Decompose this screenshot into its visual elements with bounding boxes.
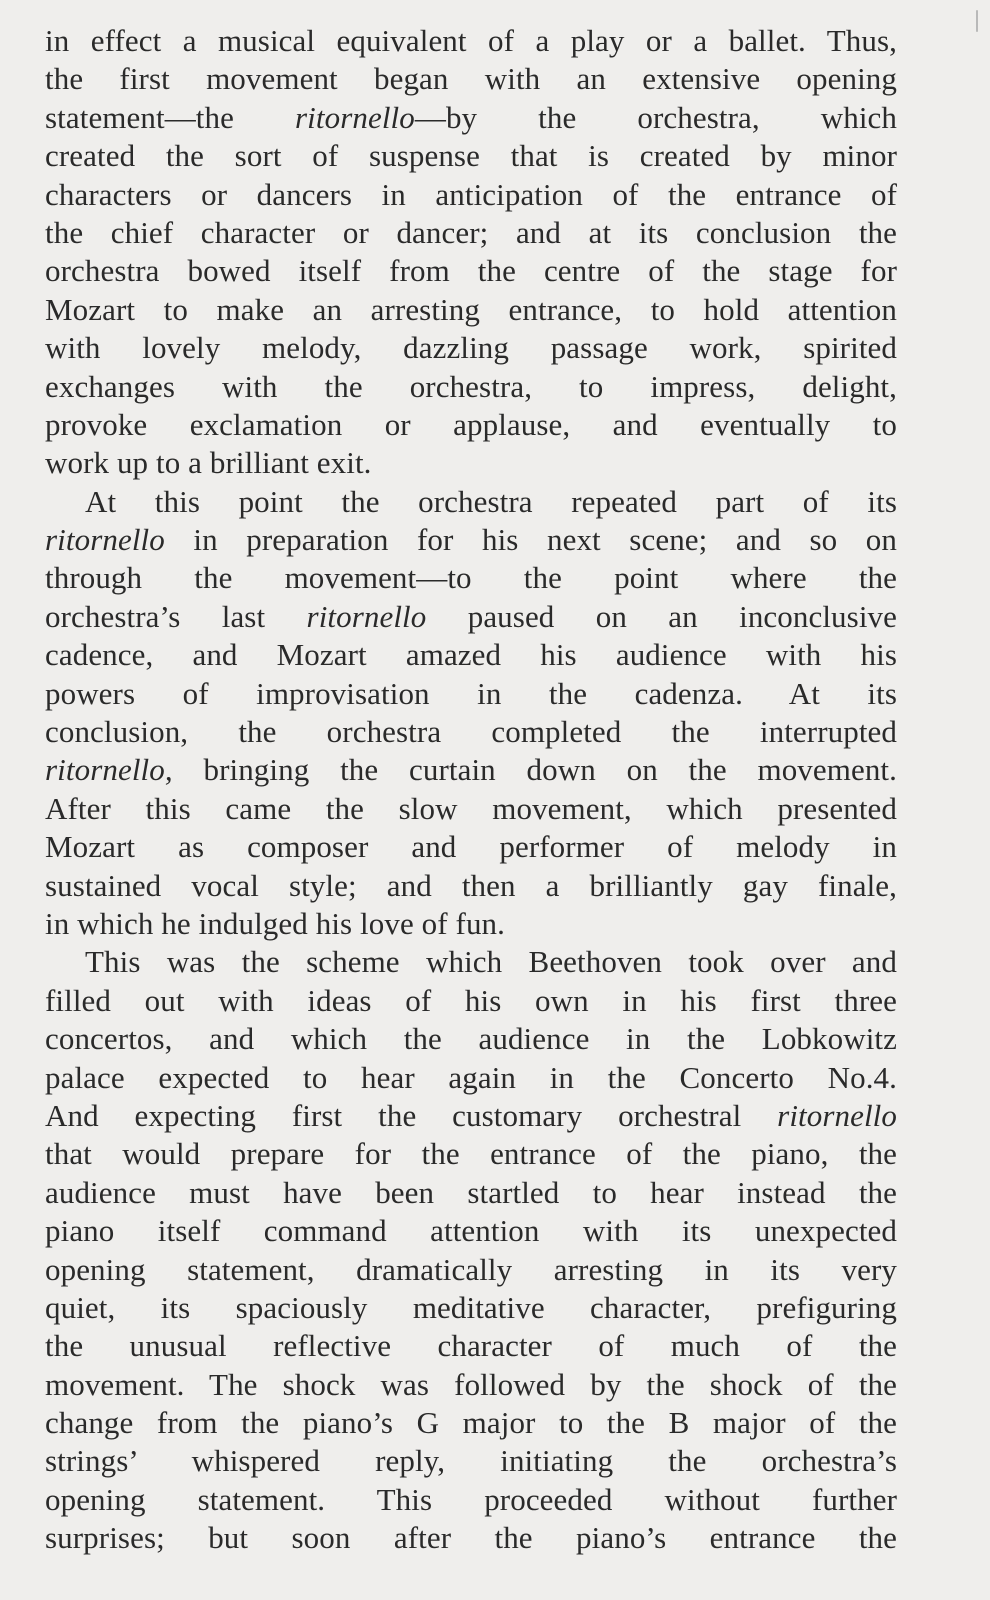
text-run: strings’ whispered reply, initiating the orchestra’s	[45, 1443, 897, 1479]
text-line	[45, 176, 897, 214]
text-line	[45, 1366, 897, 1404]
text-run: exchanges with the orchestra, to impress, delight,	[45, 368, 897, 404]
text-line	[45, 1059, 897, 1097]
body-text	[45, 22, 897, 1558]
text-run: filled out with ideas of his own in his first three	[45, 982, 897, 1018]
text-run: Mozart to make an arresting entrance, to hold attention	[45, 291, 897, 327]
text-run: in effect a musical equivalent of a play or a ballet. Thus,	[45, 23, 897, 58]
text-line	[45, 483, 897, 521]
text-line	[45, 828, 897, 866]
text-run: in preparation for his next scene; and so on	[164, 522, 897, 558]
text-run: the unusual reflective character of much of the	[45, 1328, 897, 1364]
text-line	[45, 521, 897, 559]
text-line	[45, 1174, 897, 1212]
text-line	[45, 1212, 897, 1250]
text-line	[45, 252, 897, 290]
text-run: that would prepare for the entrance of the piano, the	[45, 1136, 897, 1172]
text-line	[45, 1289, 897, 1327]
text-line	[45, 137, 897, 175]
text-run: After this came the slow movement, which presented	[45, 790, 897, 826]
text-line	[45, 636, 897, 674]
text-line	[45, 1481, 897, 1519]
text-line	[45, 559, 897, 597]
text-line	[45, 444, 897, 482]
text-line	[45, 1097, 897, 1135]
text-run: This was the scheme which Beethoven took over and	[85, 944, 897, 980]
text-line	[45, 751, 897, 789]
text-line	[45, 22, 897, 60]
text-line	[45, 675, 897, 713]
italic-term: ritornello	[306, 598, 427, 634]
text-run: the chief character or dancer; and at its conclusion the	[45, 214, 897, 250]
text-line	[45, 982, 897, 1020]
text-run: cadence, and Mozart amazed his audience with his	[45, 637, 897, 673]
text-line	[45, 867, 897, 905]
text-run: with lovely melody, dazzling passage work, spirited	[45, 330, 897, 366]
text-line	[45, 1020, 897, 1058]
text-run: palace expected to hear again in the Concerto No.4.	[45, 1059, 897, 1095]
paragraph	[45, 483, 897, 944]
text-run: powers of improvisation in the cadenza. At its	[45, 675, 897, 711]
text-line	[45, 214, 897, 252]
text-run: provoke exclamation or applause, and eventually to	[45, 406, 897, 442]
text-run: the first movement began with an extensive opening	[45, 61, 897, 97]
text-run: quiet, its spaciously meditative character, prefiguring	[45, 1289, 897, 1325]
text-run: orchestra bowed itself from the centre of the stage for	[45, 253, 897, 289]
text-run: movement. The shock was followed by the shock of the	[45, 1366, 897, 1402]
text-line	[45, 790, 897, 828]
italic-term: ritornello	[777, 1097, 897, 1133]
text-run: work up to a brilliant exit.	[45, 445, 372, 481]
text-run: bringing the curtain down on the movement.	[172, 752, 897, 788]
text-line	[45, 1519, 897, 1557]
text-line	[45, 598, 897, 636]
text-line	[45, 1135, 897, 1173]
text-run: through the movement—to the point where the	[45, 560, 897, 596]
text-line	[45, 1327, 897, 1365]
text-run: piano itself command attention with its unexpected	[45, 1213, 897, 1249]
italic-term: ritornello,	[45, 752, 173, 788]
text-line	[45, 1404, 897, 1442]
text-run: Mozart as composer and performer of melody in	[45, 829, 897, 865]
text-run: opening statement, dramatically arresting in its very	[45, 1251, 897, 1287]
text-run: audience must have been startled to hear instead the	[45, 1174, 897, 1210]
text-line	[45, 713, 897, 751]
text-line	[45, 329, 897, 367]
text-run: orchestra’s last	[45, 598, 307, 634]
text-run: created the sort of suspense that is created by minor	[45, 138, 897, 174]
text-line	[45, 943, 897, 981]
text-line	[45, 406, 897, 444]
text-line	[45, 368, 897, 406]
text-run: characters or dancers in anticipation of the entrance of	[45, 176, 897, 212]
text-run: paused on an inconclusive	[426, 598, 897, 634]
text-line	[45, 99, 897, 137]
text-run: At this point the orchestra repeated part of its	[85, 483, 897, 519]
text-run: in which he indulged his love of fun.	[45, 905, 506, 941]
paragraph	[45, 943, 897, 1557]
italic-term: ritornello	[295, 99, 415, 135]
page-edge-mark	[976, 10, 978, 32]
text-run: sustained vocal style; and then a brilliantly gay finale,	[45, 867, 897, 903]
text-line	[45, 1251, 897, 1289]
text-run: statement—the	[45, 99, 295, 135]
text-run: conclusion, the orchestra completed the interrupted	[45, 714, 897, 750]
text-run: change from the piano’s G major to the B major of the	[45, 1405, 897, 1441]
paragraph	[45, 22, 897, 483]
text-line	[45, 1442, 897, 1480]
text-run: surprises; but soon after the piano’s entrance the	[45, 1520, 897, 1556]
text-line	[45, 60, 897, 98]
text-run: concertos, and which the audience in the Lobkowitz	[45, 1021, 897, 1057]
text-run: And expecting first the customary orchestral	[45, 1097, 778, 1133]
text-line	[45, 905, 897, 943]
italic-term: ritornello	[45, 522, 165, 558]
text-run: —by the orchestra, which	[414, 99, 897, 135]
text-run: opening statement. This proceeded without further	[45, 1481, 897, 1517]
text-line	[45, 291, 897, 329]
